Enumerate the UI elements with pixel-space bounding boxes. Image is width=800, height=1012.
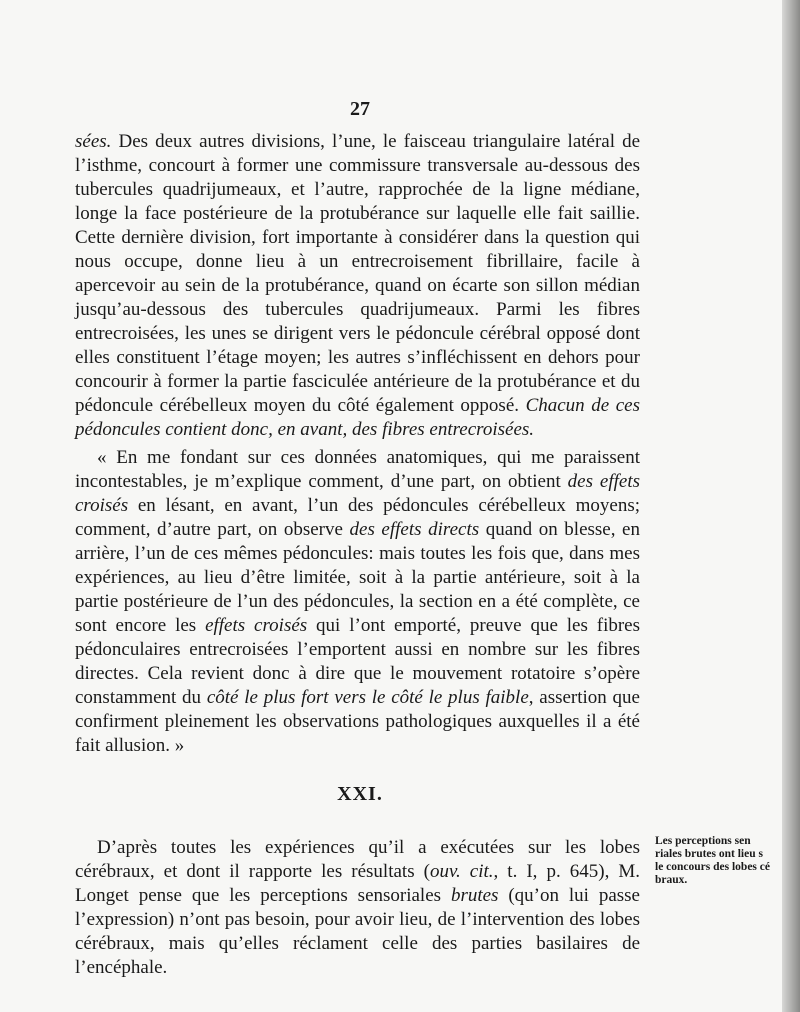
text-run: , assertion que confirment pleinement les observations pathologiques auxquelles il a été fait allusion. » [75,687,640,756]
italic-text: des effets directs [349,519,480,540]
paragraph [75,446,640,758]
section-text-block [75,836,640,980]
section-heading: XXI. [337,783,383,805]
page-number: 27 [350,98,370,120]
paragraph [75,130,640,442]
italic-text: Chacun de ces pédoncules contient donc, en avant, des fibres entrecroisées. [75,395,640,440]
margin-note [655,835,790,887]
text-run: quand on blesse, en arrière, l’un de ces mêmes pédoncules: mais toutes les fois que, dans mes expériences, au lieu d’être limitée, soit à la partie antérieure, soit à la partie postérieure de l’un des pédoncules, la section en a été complète, ce sont encore les [75,519,640,636]
text-run: , t. I, p. 645), M. Longet pense que les perceptions sensoriales [75,861,640,906]
text-run: (qu’on lui passe l’expression) n’ont pas besoin, pour avoir lieu, de l’intervention des lobes cérébraux, mais qu’elles réclament celle des parties basilaires de l’encéphale. [75,885,640,978]
italic-text: ouv. cit. [429,861,494,882]
text-run: « En me fondant sur ces données anatomiques, qui me paraissent incontestables, je m’explique comment, d’une part, on obtient [75,447,640,492]
text-run: en lésant, en avant, l’un des pédoncules cérébelleux moyens; comment, d’autre part, on observe [75,495,640,540]
margin-note-line: le concours des lobes cé [655,861,770,873]
italic-text: brutes [450,885,499,906]
italic-text: des effets croisés [75,471,640,516]
section-paragraph [75,836,640,980]
margin-note-line: braux. [655,874,688,886]
main-text-block [75,130,640,758]
text-run: D’après toutes les expériences qu’il a exécutées sur les lobes cérébraux, et dont il rapporte les résultats ( [75,837,640,882]
margin-note-line: riales brutes ont lieu s [655,848,763,860]
text-run: qui l’ont emporté, preuve que les fibres pédonculaires entrecroisées l’emportent aussi en nombre sur les fibres directes. Cela revient donc à dire que le mouvement rotatoire s’opère constamment du [75,615,641,708]
italic-text: effets croisés [205,615,308,636]
margin-note-line: Les perceptions sen [655,835,751,847]
text-run: Des deux autres divisions, l’une, le faisceau triangulaire latéral de l’isthme, concourt à former une commissure transversale au-dessous des tubercules quadrijumeaux, et l’autre, rapprochée de la ligne médiane, longe la face postérieure de la protubérance sur laquelle elle fait saillie. Cette dernière division, fort importante à considérer dans la question qui nous occupe, donne lieu à un entrecroisement fibrillaire, facile à apercevoir au sein de la protubérance, quand on écarte son sillon médian jusqu’au-dessous des tubercules quadrijumeaux. Parmi les fibres entrecroisées, les unes se dirigent vers le pédoncule cérébral opposé dont elles constituent l’étage moyen; les autres s’infléchissent en dehors pour concourir à former la partie fasciculée antérieure de la protubérance et du pédoncule cérébelleux moyen du côté également opposé. [75,131,640,416]
italic-text: côté le plus fort vers le côté le plus faible [206,687,529,708]
italic-text: sées. [75,131,112,152]
